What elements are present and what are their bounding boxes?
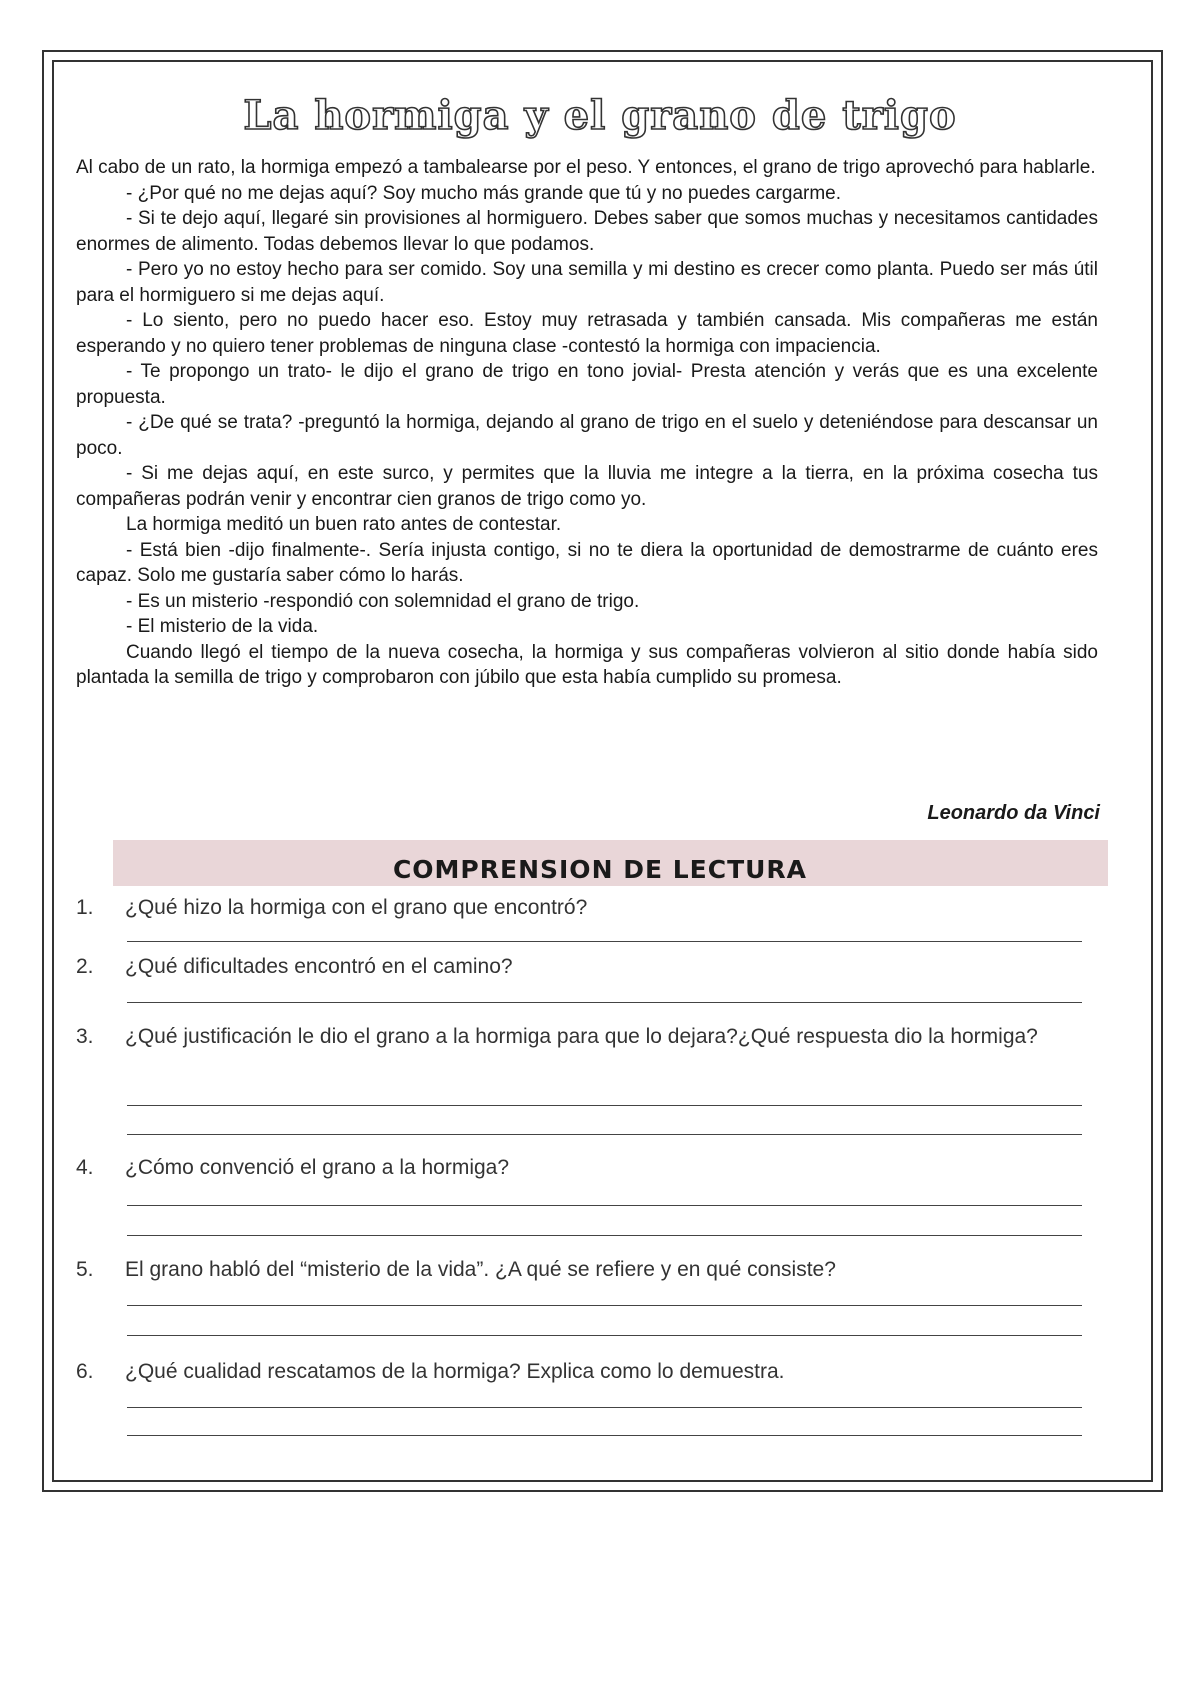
question-text: ¿Qué dificultades encontró en el camino?	[125, 955, 513, 978]
question-number: 2.	[76, 955, 94, 978]
answer-line[interactable]	[127, 1105, 1082, 1106]
question-4	[76, 1152, 1106, 1183]
answer-line[interactable]	[127, 1205, 1082, 1206]
question-number: 3.	[76, 1025, 94, 1048]
question-number: 4.	[76, 1156, 94, 1179]
story-paragraph: - Pero yo no estoy hecho para ser comido. Soy una semilla y mi destino es crecer como planta. Puedo ser más útil para el hormiguero si me dejas aquí.	[76, 259, 1098, 306]
page-title: La hormiga y el grano de trigo	[243, 92, 957, 139]
answer-line[interactable]	[127, 1235, 1082, 1236]
answer-line[interactable]	[127, 1305, 1082, 1306]
section-title: COMPRENSION DE LECTURA	[392, 855, 808, 884]
story-paragraph: - Es un misterio -respondió con solemnidad el grano de trigo.	[126, 590, 640, 612]
question-1	[76, 892, 1106, 923]
story-paragraph: Cuando llegó el tiempo de la nueva cosecha, la hormiga y sus compañeras volvieron al sitio donde había sido plantada la semilla de trigo y comprobaron con júbilo que esta había cumplido su promesa.	[76, 641, 1098, 688]
answer-line[interactable]	[127, 1407, 1082, 1408]
story-paragraph: - Está bien -dijo finalmente-. Sería injusta contigo, si no te diera la oportunidad de demostrarme de cuánto eres capaz. Solo me gustaría saber cómo lo harás.	[76, 539, 1098, 586]
story-paragraph: - El misterio de la vida.	[126, 616, 319, 637]
question-number: 6.	[76, 1360, 94, 1383]
question-text: ¿Qué justificación le dio el grano a la hormiga para que lo dejara?¿Qué respuesta dio la hormiga?	[125, 1025, 1038, 1048]
author-name: Leonardo da Vinci	[927, 802, 1100, 824]
story-paragraph: - ¿Por qué no me dejas aquí? Soy mucho más grande que tú y no puedes cargarme.	[126, 182, 842, 204]
question-number: 1.	[76, 896, 94, 919]
answer-line[interactable]	[127, 1335, 1082, 1336]
answer-line[interactable]	[127, 1134, 1082, 1135]
question-5	[76, 1254, 1106, 1285]
story-paragraph: - Te propongo un trato- le dijo el grano de trigo en tono jovial- Presta atención y verás que es una excelente propuesta.	[76, 361, 1098, 408]
question-text: ¿Qué hizo la hormiga con el grano que encontró?	[125, 896, 588, 919]
story-paragraph: - Lo siento, pero no puedo hacer eso. Estoy muy retrasada y también cansada. Mis compañeras me están esperando y no quiero tener problemas de ninguna clase -contestó la hormiga con impaciencia.	[76, 310, 1098, 357]
answer-line[interactable]	[127, 1002, 1082, 1003]
story-paragraph: - Si te dejo aquí, llegaré sin provisiones al hormiguero. Debes saber que somos muchas y necesitamos cantidades enormes de alimento. Todas debemos llevar lo que podamos.	[76, 208, 1098, 255]
story-paragraph: La hormiga meditó un buen rato antes de contestar.	[126, 514, 562, 535]
question-text: ¿Qué cualidad rescatamos de la hormiga? Explica como lo demuestra.	[125, 1360, 785, 1383]
question-text: El grano habló del “misterio de la vida”. ¿A qué se refiere y en qué consiste?	[125, 1258, 836, 1281]
story-paragraph: - ¿De qué se trata? -preguntó la hormiga, dejando al grano de trigo en el suelo y deteniéndose para descansar un poco.	[76, 412, 1098, 459]
story-paragraph: Al cabo de un rato, la hormiga empezó a tambalearse por el peso. Y entonces, el grano de trigo aprovechó para hablarle.	[76, 157, 1096, 178]
story-paragraph: - Si me dejas aquí, en este surco, y permites que la lluvia me integre a la tierra, en la próxima cosecha tus compañeras podrán venir y encontrar cien granos de trigo como yo.	[76, 463, 1098, 510]
question-6	[76, 1356, 1106, 1387]
story-text	[76, 155, 1098, 691]
question-number: 5.	[76, 1258, 94, 1281]
answer-line[interactable]	[127, 1435, 1082, 1436]
question-3	[76, 1021, 1106, 1052]
question-2	[76, 951, 1106, 982]
question-text: ¿Cómo convenció el grano a la hormiga?	[125, 1156, 510, 1179]
answer-line[interactable]	[127, 941, 1082, 942]
